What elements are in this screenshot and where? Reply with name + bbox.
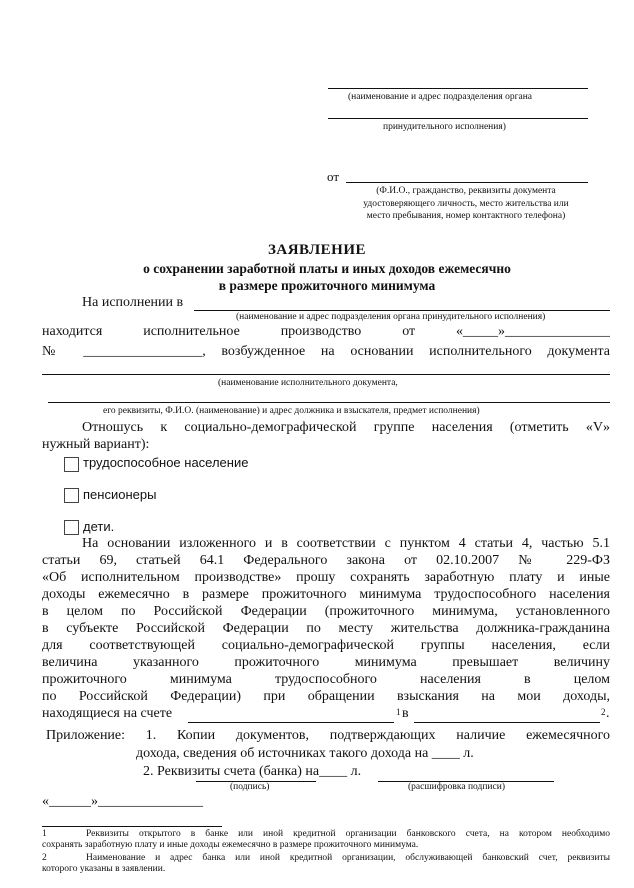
attachment-line-1: Приложение: 1. Копии документов, подтверждающих наличие ежемесячного bbox=[46, 728, 610, 743]
exec-caption: (наименование и адрес подразделения органа принудительного исполнения) bbox=[236, 312, 546, 322]
group-text-2: нужный вариант): bbox=[42, 437, 150, 452]
option-children: дети. bbox=[83, 519, 115, 534]
exec-label: На исполнении в bbox=[82, 295, 184, 310]
paragraph-line-10: по Российской Федерации) при обращении взыскания на мои доходы, bbox=[42, 689, 610, 704]
paragraph-line-6: в субъекте Российской Федерации по месту жительства должника-гражданина bbox=[42, 621, 610, 636]
from-label: от bbox=[327, 169, 340, 184]
paragraph-line-1: На основании изложенного и в соответствии с пунктом 4 статьи 4, частью 5.1 bbox=[82, 536, 610, 551]
signature-decode-caption: (расшифровка подписи) bbox=[408, 782, 505, 792]
details-line[interactable] bbox=[48, 402, 610, 403]
num-field[interactable]: _________________, bbox=[83, 344, 206, 359]
footnote-1-text-1: Реквизиты открытого в банке или иной кредитной организации банковского счета, на котором необходимо bbox=[86, 829, 610, 839]
document-subtitle-2: в размере прожиточного минимума bbox=[218, 278, 436, 293]
proceeding-line bbox=[42, 324, 610, 340]
footnote-2-text-1: Наименование и адрес банка или иной кредитной организации, обслуживающей банковский счет, реквизиты bbox=[86, 853, 610, 863]
details-caption: его реквизиты, Ф.И.О. (наименование) и адрес должника и взыскателя, предмет исполнения) bbox=[103, 406, 480, 416]
paragraph-line-2: статьи 69, статьей 64.1 Федерального закона от 02.10.2007 № 229-ФЗ bbox=[42, 553, 610, 568]
account-in: в bbox=[402, 706, 409, 721]
signature-date[interactable]: «______»_______________ bbox=[42, 794, 203, 809]
attachment-line-3: 2. Реквизиты счета (банка) на____ л. bbox=[143, 764, 362, 779]
doc-caption: (наименование исполнительного документа, bbox=[218, 378, 398, 388]
proc-word-4: от bbox=[402, 324, 416, 339]
document-subtitle-1: о сохранении заработной платы и иных доходов ежемесячно bbox=[143, 261, 511, 276]
account-text: находящиеся на счете bbox=[42, 706, 173, 721]
account-line[interactable] bbox=[188, 722, 394, 723]
document-title: ЗАЯВЛЕНИЕ bbox=[267, 242, 367, 258]
from-line[interactable] bbox=[346, 182, 588, 183]
checkbox-working-age[interactable] bbox=[64, 457, 79, 472]
paragraph-line-7: для соответствующей социально-демографической группы населения, если bbox=[42, 638, 610, 653]
attachment-line-2: дохода, сведения об источниках такого дохода на ____ л. bbox=[136, 746, 474, 761]
footnote-2-num: 2 bbox=[42, 853, 47, 863]
bank-line[interactable] bbox=[414, 722, 600, 723]
recipient-line-2[interactable] bbox=[328, 118, 588, 119]
from-caption-2: удостоверяющего личность, место жительства или bbox=[363, 199, 569, 209]
doc-line[interactable] bbox=[42, 374, 610, 375]
footnote-ref-1: 1 bbox=[396, 707, 401, 717]
checkbox-pensioners[interactable] bbox=[64, 488, 79, 503]
proc-word-2: исполнительное bbox=[143, 324, 240, 339]
number-line bbox=[42, 344, 610, 360]
recipient-caption-1: (наименование и адрес подразделения органа bbox=[348, 92, 533, 102]
num-sign: № bbox=[42, 344, 68, 359]
group-text-1: Отношусь к социально-демографической группе населения (отметить «V» bbox=[82, 420, 610, 435]
from-caption-3: место пребывания, номер контактного телефона) bbox=[366, 211, 566, 221]
paragraph-line-4: доходы ежемесячно в размере прожиточного минимума трудоспособного населения bbox=[42, 587, 610, 602]
checkbox-children[interactable] bbox=[64, 520, 79, 535]
paragraph-line-5: в целом по Российской Федерации (прожиточного минимума, установленного bbox=[42, 604, 610, 619]
signature-caption: (подпись) bbox=[230, 782, 270, 792]
account-end: . bbox=[606, 706, 610, 721]
recipient-line-1[interactable] bbox=[328, 88, 588, 89]
proc-date-field[interactable]: «_____»_______________ bbox=[456, 324, 610, 339]
paragraph-line-8: величина указанного прожиточного минимума превышает величину bbox=[42, 655, 610, 670]
option-working-age: трудоспособное население bbox=[83, 455, 249, 470]
from-caption-1: (Ф.И.О., гражданство, реквизиты документа bbox=[376, 186, 556, 196]
recipient-caption-2: принудительного исполнения) bbox=[383, 122, 506, 132]
proc-word-3: производство bbox=[280, 324, 362, 339]
footnote-1-num: 1 bbox=[42, 829, 47, 839]
paragraph-line-9: прожиточного минимума трудоспособного населения в целом bbox=[42, 672, 610, 687]
proc-word-1: находится bbox=[42, 324, 103, 339]
exec-line[interactable] bbox=[194, 310, 610, 311]
paragraph-line-3: «Об исполнительном производстве» прошу сохранять заработную плату и иные bbox=[42, 570, 610, 585]
footnote-1-text-2: сохранять заработную плату и иные доходы ежемесячно в размере прожиточного минимума. bbox=[42, 840, 419, 850]
footnote-2-text-2: которого указаны в заявлении. bbox=[42, 864, 166, 874]
option-pensioners: пенсионеры bbox=[83, 487, 157, 502]
footnote-ref-2: 2 bbox=[601, 707, 606, 717]
footnote-divider bbox=[42, 826, 222, 827]
num-text: возбужденное на основании исполнительного документа bbox=[221, 344, 610, 359]
